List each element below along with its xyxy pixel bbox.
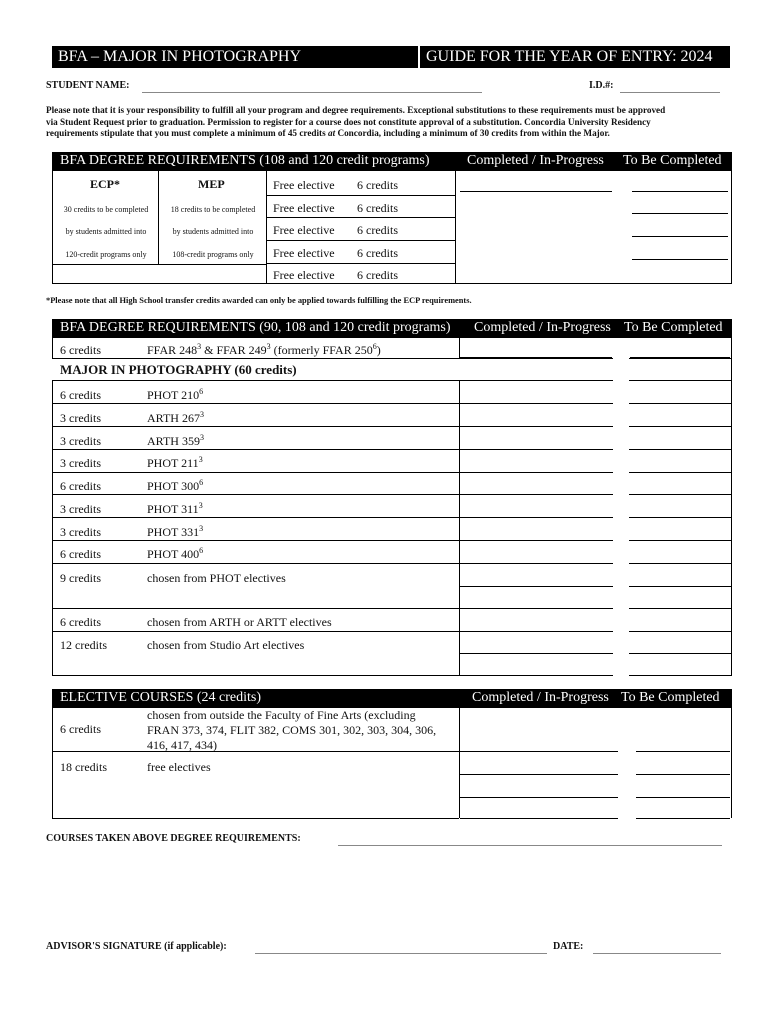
s3-completed-line[interactable] xyxy=(460,774,618,775)
phot-electives-credits: 9 credits xyxy=(60,571,101,585)
elective-row-3-credits: 6 credits xyxy=(357,223,398,237)
section3-title: ELECTIVE COURSES (24 credits) xyxy=(60,690,262,705)
section2-header xyxy=(52,319,732,338)
ecp-desc-2: by students admitted into xyxy=(65,227,147,236)
course-row-6-credits: 3 credits xyxy=(60,502,101,516)
ffar-credits: 6 credits xyxy=(60,343,101,357)
course-row-4-credits: 3 credits xyxy=(60,456,101,470)
course-row-1-credits: 6 credits xyxy=(60,388,101,402)
elective-row-1-credits: 6 credits xyxy=(357,178,398,192)
section1-tobe-col: To Be Completed xyxy=(623,153,722,168)
outside-electives: chosen from outside the Faculty of Fine Arts (excluding FRAN 373, 374, FLIT 382, COMS 301, 302, 303, 304, 306, 416, 417, 434) xyxy=(147,708,437,752)
ecp-desc-3: 120-credit programs only xyxy=(65,250,147,259)
s3-tobe-line[interactable] xyxy=(636,797,730,798)
course-row-1: PHOT $210^6$ xyxy=(147,387,204,402)
program-title: BFA – MAJOR IN PHOTOGRAPHY xyxy=(58,48,302,65)
section3-header xyxy=(52,689,732,708)
course-row-8-credits: 6 credits xyxy=(60,547,101,561)
student-id-label: I.D.#: xyxy=(589,80,614,91)
header-right-title xyxy=(420,46,730,68)
date-label: DATE: xyxy=(553,941,584,952)
elective-row-2-credits: 6 credits xyxy=(357,201,398,215)
mep-desc-1: 18 credits to be completed xyxy=(170,205,256,214)
arth-electives-credits: 6 credits xyxy=(60,615,101,629)
course-row-2-credits: 3 credits xyxy=(60,411,101,425)
courses-above-field[interactable] xyxy=(338,845,722,846)
free-electives: free electives xyxy=(147,760,211,774)
date-field[interactable] xyxy=(593,953,721,954)
free-electives-credits: 18 credits xyxy=(60,760,107,774)
section2-completed-col: Completed / In-Progress xyxy=(474,320,611,335)
course-row-6: PHOT $311^3$ xyxy=(147,501,203,516)
entry-year-title: GUIDE FOR THE YEAR OF ENTRY: 2024 xyxy=(426,48,713,65)
responsibility-notice: Please note that it is your responsibility to fulfill all your program and degree requirements. Exceptional substitutions to these requirements must be approved via Student Request prior to graduation. Permission to register for a course does not constitute approval of a substitution. Concordia University Residency requirements stipulate that you must complete a minimum of 45 credits at Concordia, including a minimum of 30 credits from within the Major. xyxy=(46,105,666,138)
studio-electives-credits: 12 credits xyxy=(60,638,107,652)
course-row-8: PHOT $400^6$ xyxy=(147,546,204,561)
elective-row-4: Free elective xyxy=(273,246,335,260)
elective-row-1: Free elective xyxy=(273,178,335,192)
s3-completed-line[interactable] xyxy=(460,797,618,798)
student-name-field[interactable] xyxy=(142,92,482,93)
s1-tobe-line[interactable] xyxy=(632,191,728,192)
phot-electives: chosen from PHOT electives xyxy=(147,571,286,585)
course-row-3: ARTH $359^3$ xyxy=(147,433,204,448)
studio-electives: chosen from Studio Art electives xyxy=(147,638,305,652)
elective-row-2: Free elective xyxy=(273,201,335,215)
s3-tobe-line[interactable] xyxy=(636,774,730,775)
elective-row-3: Free elective xyxy=(273,223,335,237)
ffar-course: FFAR $248^3$ & FFAR $249^3$ (formerly FFAR $250^6$) xyxy=(147,342,381,357)
mep-desc-3: 108-credit programs only xyxy=(172,250,254,259)
section3-tobe-col: To Be Completed xyxy=(621,690,720,705)
course-row-7-credits: 3 credits xyxy=(60,525,101,539)
courses-above-label: COURSES TAKEN ABOVE DEGREE REQUIREMENTS: xyxy=(46,833,301,844)
elective-row-4-credits: 6 credits xyxy=(357,246,398,260)
advisor-signature-label: ADVISOR'S SIGNATURE (if applicable): xyxy=(46,941,227,952)
mep-desc-2: by students admitted into xyxy=(172,227,254,236)
s3-tobe-line[interactable] xyxy=(636,751,730,752)
major-title: MAJOR IN PHOTOGRAPHY (60 credits) xyxy=(60,362,297,377)
section3-completed-col: Completed / In-Progress xyxy=(472,690,609,705)
ecp-footnote: *Please note that all High School transfer credits awarded can only be applied towards fulfilling the ECP requirements. xyxy=(46,296,472,305)
section2-title: BFA DEGREE REQUIREMENTS (90, 108 and 120 credit programs) xyxy=(60,320,451,335)
outside-credits: 6 credits xyxy=(60,722,101,736)
ecp-header: ECP* xyxy=(90,177,120,191)
ecp-desc-1: 30 credits to be completed xyxy=(63,205,149,214)
section1-completed-col: Completed / In-Progress xyxy=(467,153,604,168)
advisor-signature-field[interactable] xyxy=(255,953,547,954)
elective-row-5-credits: 6 credits xyxy=(357,268,398,282)
section1-title: BFA DEGREE REQUIREMENTS (108 and 120 credit programs) xyxy=(60,153,430,168)
course-row-5-credits: 6 credits xyxy=(60,479,101,493)
s1-tobe-line[interactable] xyxy=(632,213,728,214)
course-row-4: PHOT $211^3$ xyxy=(147,455,203,470)
course-row-3-credits: 3 credits xyxy=(60,434,101,448)
student-id-field[interactable] xyxy=(620,92,720,93)
section1-header xyxy=(52,152,732,171)
s1-tobe-line[interactable] xyxy=(632,259,728,260)
s1-completed-line[interactable] xyxy=(460,191,612,192)
header-left-title xyxy=(52,46,418,68)
course-row-2: ARTH $267^3$ xyxy=(147,410,204,425)
elective-row-5: Free elective xyxy=(273,268,335,282)
mep-header: MEP xyxy=(198,177,225,191)
course-row-5: PHOT $300^6$ xyxy=(147,478,204,493)
course-row-7: PHOT $331^3$ xyxy=(147,524,204,539)
section2-tobe-col: To Be Completed xyxy=(624,320,723,335)
arth-electives: chosen from ARTH or ARTT electives xyxy=(147,615,332,629)
s3-completed-line[interactable] xyxy=(460,751,618,752)
s1-tobe-line[interactable] xyxy=(632,236,728,237)
student-name-label: STUDENT NAME: xyxy=(46,80,130,91)
